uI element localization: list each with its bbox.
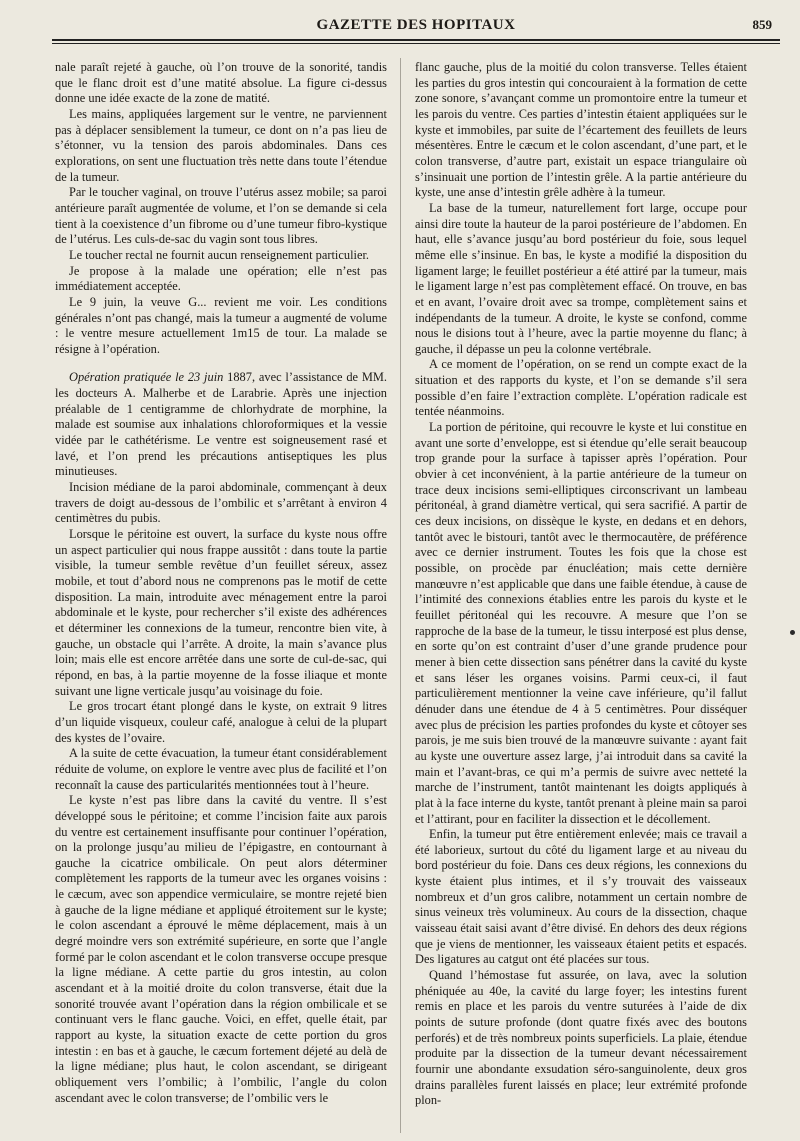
paragraph: La base de la tumeur, naturellement fort large, occupe pour ainsi dire toute la hauteur de la paroi postérieure de l’abdomen. En haut, elle s’avance jusqu’au bord postérieur du foie, sous lequel même elle s’insinue. En bas, le kyste a modifié la disposition du ligament large; le feuillet postérieur a été attiré par la tumeur, mais le ligament large n’est pas complètement effacé. On trouve, en bas et en avant, l’ovaire droit avec sa trompe, complètement sains et indépendants de la tumeur. A droite, le kyste se confond, comme nous le disions tout à l’heure, avec la partie moyenne du flanc; à gauche, il dépasse un peu la colonne vertébrale. xyxy=(415,200,747,356)
paragraph: Par le toucher vaginal, on trouve l’utérus assez mobile; sa paroi antérieure paraît augmentée de volume, et l’on se demande si cela tient à la coexistence d’un fibrome ou d’une tumeur fibro-kystique de l’utérus. Les culs-de-sac du vagin sont tous libres. xyxy=(55,185,387,247)
operation-paragraph xyxy=(55,370,387,480)
header-rule-thin xyxy=(52,43,780,44)
paragraph: Quand l’hémostase fut assurée, on lava, avec la solution phéniquée au 40e, la cavité du large foyer; les intestins furent remis en place et les parois du ventre suturées à l’aide de dix points de suture profonde (dont quatre fixés avec des boutons perforés) et de très nombreux points superficiels. La plaie, étendue produite par la dissection de la tumeur devant nécessairement fournir une abondante exsudation séro-sanguinolente, deux gros drains parallèles furent laissés en place; leur extrémité profonde plon- xyxy=(415,968,747,1108)
paragraph: Enfin, la tumeur put être entièrement enlevée; mais ce travail a été laborieux, surtout du côté du ligament large et au niveau du bord postérieur du foie. Dans ces deux régions, les connexions du kyste étaient plus intimes, et il s’y trouvait des vaisseaux nombreux et d’un gros calibre, notamment un certain nombre de sinus veineux très volumineux. Au cours de la dissection, chaque vaisseau était saisi avant d’être divisé. En dehors des deux régions que je viens de mentionner, les vaisseaux étaient petits et espacés. Des ligatures au catgut ont été placées sur tous. xyxy=(415,827,747,967)
right-column xyxy=(415,60,747,1135)
paragraph: nale paraît rejeté à gauche, où l’on trouve de la sonorité, tandis que le flanc droit est d’une matité absolue. La figure ci-dessus donne une idée exacte de la zone de matité. xyxy=(55,60,387,106)
operation-text: 1887, avec l’assistance de MM. les docteurs A. Malherbe et de Larabrie. Après une injection préalable de 1 centigramme de chlorhydrate de morphine, la malade est soumise aux inhalations chloroformiques et la vessie vidée par le cathétérisme. Le ventre est soigneusement rasé et lavé, et l’on prend les précautions antiseptiques les plus minutieuses. xyxy=(55,370,387,479)
paragraph: Le toucher rectal ne fournit aucun renseignement particulier. xyxy=(69,247,369,262)
paragraph: La portion de péritoine, qui recouvre le kyste et lui constitue en avant une sorte d’enveloppe, est si étendue qu’elle serait beaucoup trop grande pour la surface à tapisser après l’opération. Pour obvier à cet inconvénient, à la partie antérieure de la tumeur on trace deux incisions semi-elliptiques circonscrivant un lambeau péritonéal, à grand diamètre vertical, qui sera sacrifié. A partir de ces deux incisions, on dissèque le kyste, en dedans et en dehors, tantôt avec le bistouri, tantôt avec le thermocautère, de préférence avec ce dernier instrument. Toutes les fois que la chose est possible, on procède par énucléation; mais cette dernière manœuvre n’est applicable que dans une faible étendue, à cause de l’intimité des connexions établies entre les parois du kyste et le feuillet péritonéal qui les recouvre. A mesure que l’on se rapproche de la base de la tumeur, le tissu interposé est plus dense, en sorte qu’on est contraint d’user d’une grande prudence pour mener à bien cette dissection sans pénétrer dans la cavité du kyste et sans léser les organes voisins. Parmi ceux-ci, il faut particulièrement mentionner la veine cave inférieure, qu’il fallut dénuder dans une étendue de 4 à 5 centimètres. Pour disséquer avec plus de précision les parties profondes du kyste et côtoyer ses parois, je me suis bien trouvé de la manœuvre suivante : ayant fait au kyste une ouverture assez large, j’ai introduit dans sa cavité la main et l’avant-bras, ce qui m’a permis de suivre avec netteté la marche de l’instrument, tantôt maintenant les doigts appliqués à plat à la face interne du kyste, tantôt prenant à pleine main sa paroi et l’attirant, pour en faciliter la dissection et le décollement. xyxy=(415,420,747,826)
ink-spot xyxy=(790,630,795,635)
paragraph: A ce moment de l’opération, on se rend un compte exact de la situation et des rapports du kyste, et l’on se demande s’il sera possible d’en faire l’extraction complète. L’opération radicale est tentée néanmoins. xyxy=(415,357,747,419)
paragraph: Le 9 juin, la veuve G... revient me voir. Les conditions générales n’ont pas changé, mais la tumeur a augmenté de volume : le ventre mesure actuellement 1m15 de tour. La malade se résigne à l’opération. xyxy=(55,294,387,356)
paragraph: A la suite de cette évacuation, la tumeur étant considérablement réduite de volume, on explore le ventre avec plus de facilité et l’on reconnaît la cause des particularités mentionnées tout à l’heure. xyxy=(55,746,387,792)
left-column xyxy=(55,60,387,1135)
paragraph: flanc gauche, plus de la moitié du colon transverse. Telles étaient les parties du gros intestin qui concouraient à la formation de cette zone sonore, s’avançant comme un promontoire entre la tumeur et les parois du ventre. Ces parties d’intestin étaient appliquées sur le kyste et immobiles, par suite de l’écartement des feuillets de leurs mésentères. Entre le cæcum et le colon ascendant, d’une part, et le colon transverse, d’autre part, existait un espace triangulaire où s’insinuait une portion de l’intestin grêle. A la partie antérieure du kyste, une anse d’intestin grêle adhère à la tumeur. xyxy=(415,60,747,200)
paragraph: Le gros trocart étant plongé dans le kyste, on extrait 9 litres d’un liquide visqueux, couleur café, analogue à celui de la plupart des kystes de l’ovaire. xyxy=(55,699,387,745)
column-divider xyxy=(400,58,401,1133)
paragraph: Incision médiane de la paroi abdominale, commençant à deux travers de doigt au-dessous de l’ombilic et s’arrêtant à environ 4 centimètres du pubis. xyxy=(55,480,387,526)
page-header xyxy=(52,14,780,46)
paragraph: Je propose à la malade une opération; elle n’est pas immédiatement acceptée. xyxy=(55,263,387,294)
paragraph: Lorsque le péritoine est ouvert, la surface du kyste nous offre un aspect particulier qui nous frappe aussitôt : dans toute la partie visible, la tumeur semble revêtue d’un feuillet séreux, assez mobile, et tout d’abord nous ne comprenons pas le motif de cette disposition. La main, introduite avec ménagement entre la paroi abdominale et le kyste, pour rechercher s’il existe des adhérences et déterminer les connexions de la tumeur, rencontre bien vite, à gauche, un obstacle qui l’arrête. A droite, la main s’avance plus loin; mais elle est encore arrêtée dans une sorte de cul-de-sac, qui répond, en bas, à la partie moyenne de la fosse iliaque et monte suivant une ligne verticale jusqu’au voisinage du foie. xyxy=(55,527,387,698)
page-number: 859 xyxy=(752,17,772,32)
paragraph: Les mains, appliquées largement sur le ventre, ne parviennent pas à déplacer sensiblement la tumeur, ce dont on n’a pas lieu de s’étonner, vu la tension des parois abdominales. Dans ces explorations, on sent une fluctuation très nette dans toute l’étendue de la tumeur. xyxy=(55,106,387,184)
paragraph: Le kyste n’est pas libre dans la cavité du ventre. Il s’est développé sous le péritoine; et comme l’incision faite aux parois du ventre est certainement insuffisante pour continuer l’opération, on la prolonge jusqu’au milieu de l’épigastre, en contournant à gauche la cicatrice ombilicale. On peut alors déterminer complètement les rapports de la tumeur avec les organes voisins : le cæcum, avec son appendice vermiculaire, se montre rejeté bien à gauche de la ligne médiane et appliqué étroitement sur le kyste; le colon ascendant a éprouvé le même déplacement, mais à un degré moindre vers son extrémité supérieure, en sorte que l’angle formé par le colon ascendant et le colon transverse occupe presque la ligne médiane. A cette partie du gros intestin, au colon ascendant et à la moitié droite du colon transverse, était due la sonorité trouvée avant l’opération dans la région ombilicale et se continuant vers le flanc gauche. Voici, en effet, quelle était, par rapport au kyste, la situation exacte de cette portion du gros intestin : en bas et à gauche, le cæcum fortement déjeté au delà de la ligne médiane; plus haut, le colon ascendant, se dirigeant obliquement vers l’ombilic; à l’ombilic, l’angle du colon ascendant avec le colon transverse; de l’ombilic vers le xyxy=(55,793,387,1105)
operation-heading: Opération pratiquée le 23 juin xyxy=(69,370,224,385)
journal-title: GAZETTE DES HOPITAUX xyxy=(316,17,516,33)
header-rule-thick xyxy=(52,39,780,41)
